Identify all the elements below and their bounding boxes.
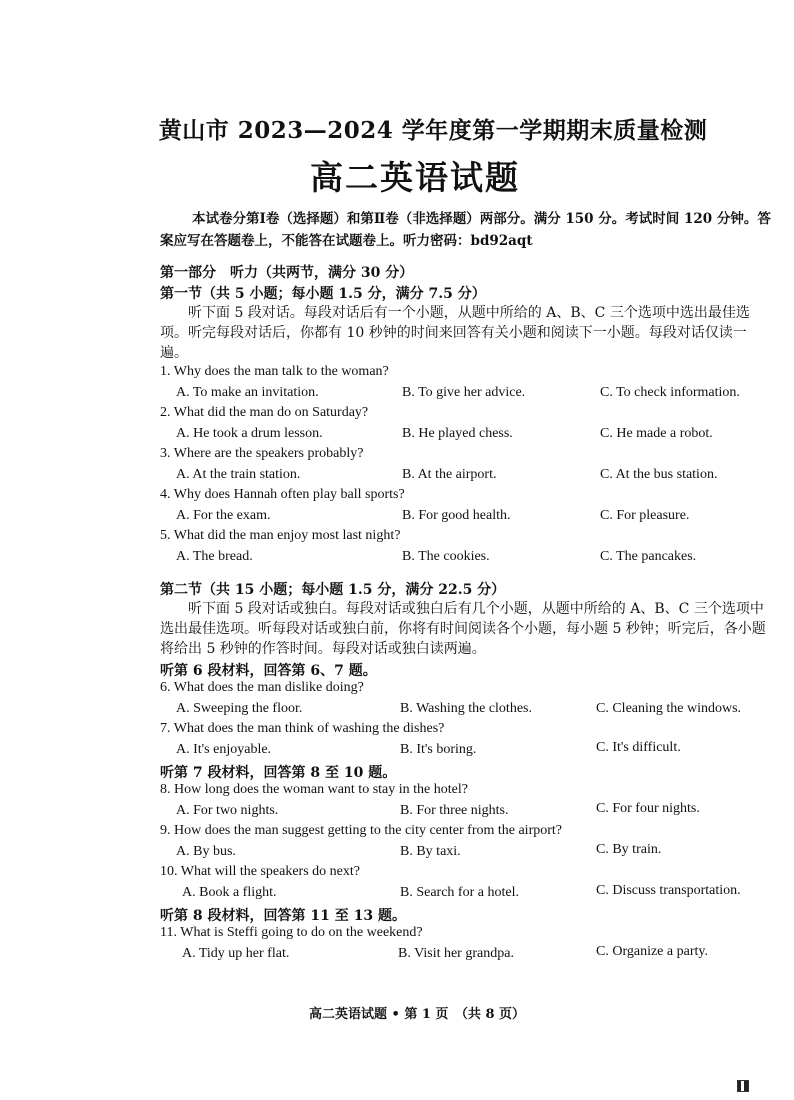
- question-10: 10. What will the speakers do next?: [160, 864, 360, 879]
- option-6a: A. Sweeping the floor.: [176, 701, 303, 716]
- question-9: 9. How does the man suggest getting to the city center from the airport?: [160, 823, 563, 838]
- question-11: 11. What is Steffi going to do on the weekend?: [160, 925, 423, 940]
- option-1b: B. To give her advice.: [402, 385, 526, 400]
- option-6c: C. Cleaning the windows.: [596, 701, 742, 716]
- exam-title: 黄山市 2023—2024 学年度第一学期期末质量检测: [158, 117, 708, 144]
- part1-heading: 第一部分 听力（共两节，满分 30 分）: [160, 265, 414, 281]
- option-5a: A. The bread.: [176, 549, 253, 564]
- question-6: 6. What does the man dislike doing?: [160, 680, 364, 695]
- qr-code-icon: [737, 1080, 749, 1092]
- exam-intro: 本试卷分第Ⅰ卷（选择题）和第Ⅱ卷（非选择题）两部分。满分 150 分。考试时间 120 分钟。答案应写在答题卷上，不能答在试题卷上。听力密码：bd92aqt: [160, 211, 771, 249]
- option-10b: B. Search for a hotel.: [400, 885, 519, 900]
- option-9c: C. By train.: [596, 842, 662, 857]
- option-9b: B. By taxi.: [400, 844, 461, 859]
- option-8c: C. For four nights.: [596, 801, 700, 816]
- option-4a: A. For the exam.: [176, 508, 271, 523]
- page-footer: 高二英语试题 • 第 1 页 （共 8 页）: [308, 1007, 526, 1022]
- section2-heading: 第二节（共 15 小题；每小题 1.5 分，满分 22.5 分）: [160, 582, 506, 598]
- question-7: 7. What does the man think of washing the dishes?: [160, 721, 445, 736]
- option-7c: C. It's difficult.: [596, 740, 681, 755]
- option-2b: B. He played chess.: [402, 426, 513, 441]
- question-4: 4. Why does Hannah often play ball sports?: [160, 487, 405, 502]
- section1-instructions: 听下面 5 段对话。每段对话后有一个小题，从题中所给的 A、B、C 三个选项中选出最佳选项。听完每段对话后，你都有 10 秒钟的时间来回答有关小题和阅读下一小题。每段对话仅读一遍。: [160, 305, 750, 361]
- question-2: 2. What did the man do on Saturday?: [160, 405, 369, 420]
- option-5c: C. The pancakes.: [600, 549, 697, 564]
- option-8a: A. For two nights.: [176, 803, 279, 818]
- option-2a: A. He took a drum lesson.: [176, 426, 323, 441]
- option-1a: A. To make an invitation.: [176, 385, 319, 400]
- material-label-7: 听第 7 段材料，回答第 8 至 10 题。: [160, 765, 397, 781]
- option-5b: B. The cookies.: [402, 549, 490, 564]
- option-3a: A. At the train station.: [176, 467, 301, 482]
- option-7a: A. It's enjoyable.: [176, 742, 272, 757]
- question-1: 1. Why does the man talk to the woman?: [160, 364, 389, 379]
- material-label-8: 听第 8 段材料，回答第 11 至 13 题。: [160, 908, 406, 924]
- option-11a: A. Tidy up her flat.: [182, 946, 290, 961]
- option-3b: B. At the airport.: [402, 467, 497, 482]
- option-8b: B. For three nights.: [400, 803, 509, 818]
- option-3c: C. At the bus station.: [600, 467, 718, 482]
- option-4b: B. For good health.: [402, 508, 511, 523]
- question-5: 5. What did the man enjoy most last night?: [160, 528, 401, 543]
- option-10a: A. Book a flight.: [182, 885, 277, 900]
- section1-heading: 第一节（共 5 小题；每小题 1.5 分，满分 7.5 分）: [160, 286, 486, 302]
- option-2c: C. He made a robot.: [600, 426, 713, 441]
- option-11b: B. Visit her grandpa.: [398, 946, 514, 961]
- section2-instructions: 听下面 5 段对话或独白。每段对话或独白后有几个小题，从题中所给的 A、B、C 三个选项中选出最佳选项。听每段对话或独白前，你将有时间阅读各个小题，每小题 5 秒钟；听完后，各小题将给出 5 秒钟的作答时间。每段对话或独白读两遍。: [160, 601, 766, 657]
- material-label-6: 听第 6 段材料，回答第 6、7 题。: [160, 663, 377, 679]
- option-6b: B. Washing the clothes.: [400, 701, 532, 716]
- question-3: 3. Where are the speakers probably?: [160, 446, 364, 461]
- option-11c: C. Organize a party.: [596, 944, 708, 959]
- option-7b: B. It's boring.: [400, 742, 477, 757]
- question-8: 8. How long does the woman want to stay in the hotel?: [160, 782, 468, 797]
- exam-subtitle: 高二英语试题: [310, 158, 520, 197]
- option-1c: C. To check information.: [600, 385, 740, 400]
- option-4c: C. For pleasure.: [600, 508, 690, 523]
- option-10c: C. Discuss transportation.: [596, 883, 741, 898]
- option-9a: A. By bus.: [176, 844, 236, 859]
